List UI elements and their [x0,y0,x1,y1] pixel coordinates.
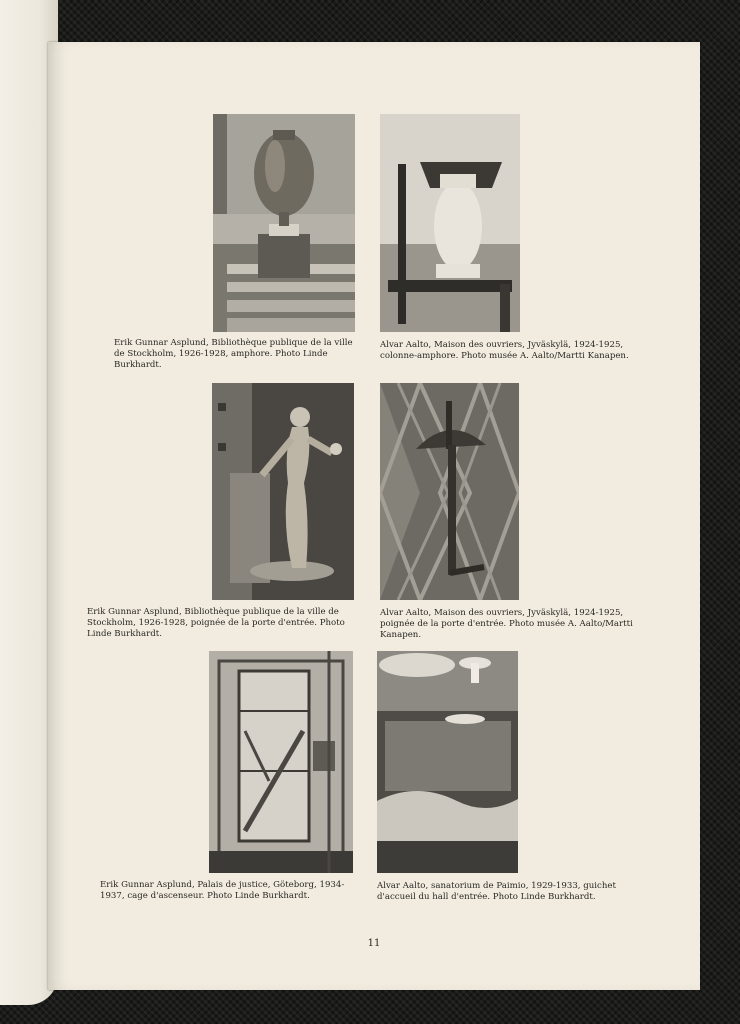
caption-photo-5: Erik Gunnar Asplund, Palais de justice, Göteborg, 1934-1937, cage d'ascenseur. Photo Linde Burkhardt. [100,880,345,901]
photo-asplund-amphora [213,114,355,332]
caption-photo-6: Alvar Aalto, sanatorium de Paimio, 1929-1933, guichet d'accueil du hall d'entrée. Photo Linde Burkhardt. [377,881,616,902]
photo-asplund-elevator [209,651,353,873]
caption-photo-2: Alvar Aalto, Maison des ouvriers, Jyväskylä, 1924-1925, colonne-amphore. Photo musée A. Aalto/Martti Kanapen. [380,340,629,361]
photo-aalto-door-handle [380,383,519,600]
caption-photo-1: Erik Gunnar Asplund, Bibliothèque publique de la ville de Stockholm, 1926-1928, amphore. Photo Linde Burkhardt. [114,338,353,370]
page-number: 11 [367,938,381,949]
photo-asplund-door-handle [212,383,354,600]
book-page [48,42,700,990]
caption-photo-3: Erik Gunnar Asplund, Bibliothèque publique de la ville de Stockholm, 1926-1928, poignée de la porte d'entrée. Photo Linde Burkhardt. [87,607,345,639]
caption-photo-4: Alvar Aalto, Maison des ouvriers, Jyväskylä, 1924-1925, poignée de la porte d'entrée. Photo musée A. Aalto/Martti Kanapen. [380,608,633,640]
photo-aalto-column-amphora [380,114,520,332]
photo-aalto-paimio-reception [377,651,518,873]
